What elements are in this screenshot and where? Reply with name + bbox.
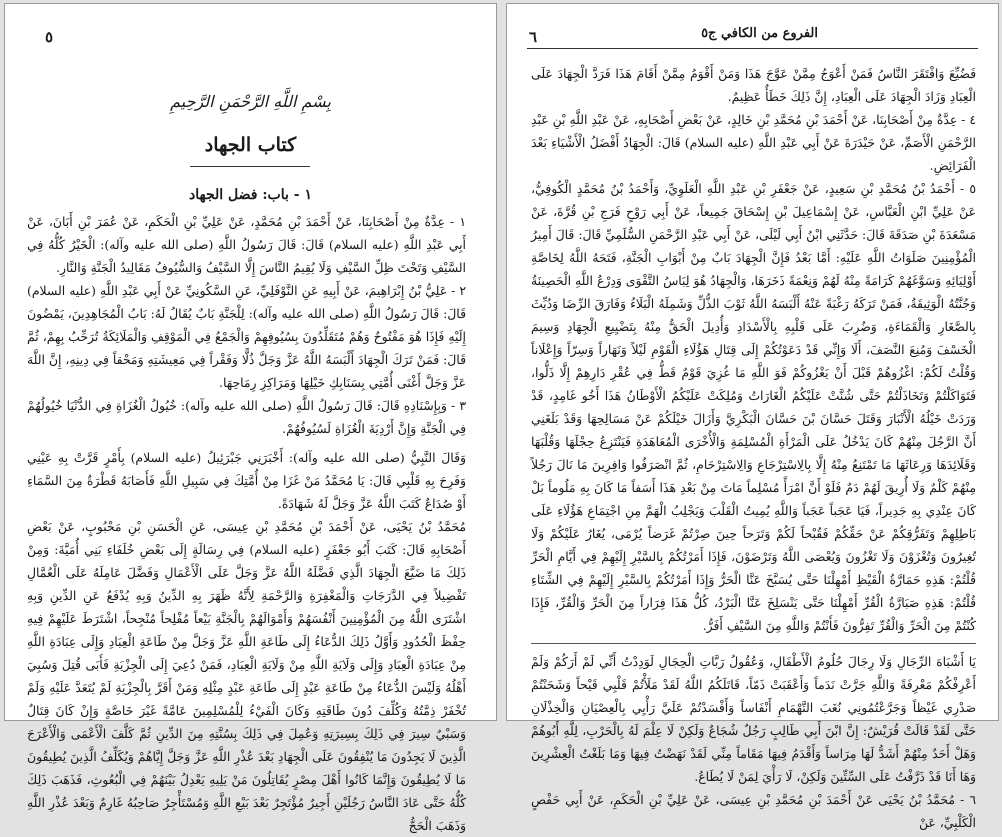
paragraph: ٢ - عَلِيُّ بْنُ إِبْرَاهِيمَ، عَنْ أَبِيهِ عَنِ النَّوْفَلِيِّ، عَنِ السَّكُونِيِّ عَنْ أَبِي عَبْدِ اللَّهِ (عليه السلام) قَالَ: قَالَ رَسُولُ اللَّهِ (صلى الله عليه وآله): لِلْجَنَّةِ بَابٌ يُقَالُ لَهُ: بَابُ الْمُجَاهِدِينَ، يَمْضُونَ إِلَيْهِ فَإِذَا هُوَ مَفْتُوحٌ وَهُمْ مُتَقَلِّدُونَ بِسُيُوفِهِمْ وَالْجَمْعُ فِي الْمَوْقِفِ وَالْمَلَائِكَةُ تُرَحِّبُ بِهِمْ، ثُمَّ قَالَ: فَمَنْ تَرَكَ الْجِهَادَ أَلْبَسَهُ اللَّهُ عَزَّ وَجَلَّ ذُلًّا وَفَقْراً فِي مَعِيشَتِهِ وَمَحْقاً فِي دِينِهِ، إِنَّ اللَّهَ عَزَّ وَجَلَّ أَغْنَى أُمَّتِي بِسَنَابِكِ خَيْلِهَا وَمَرَاكِزِ رِمَاحِهَا.: [27, 283, 466, 390]
basmala: بِسْمِ اللَّهِ الرَّحْمَنِ الرَّحِيمِ: [170, 92, 331, 111]
paragraph: وَقَالَ النَّبِيُّ (صلى الله عليه وآله): أَخْبَرَنِي جَبْرَئِيلُ (عليه السلام) بِأَمْرٍ قَرَّتْ بِهِ عَيْنِي وَفَرِحَ بِهِ قَلْبِي قَالَ: يَا مُحَمَّدُ مَنْ غَزَا مِنْ أُمَّتِكَ فِي سَبِيلِ اللَّهِ فَأَصَابَهُ قَطْرَةٌ مِنَ السَّمَاءِ أَوْ صُدَاعٌ كَتَبَ اللَّهُ عَزَّ وَجَلَّ لَهُ شَهَادَةً.: [27, 450, 466, 511]
running-header: الفروع من الكافي ج٥: [701, 26, 818, 41]
page-number: ٥: [45, 28, 54, 46]
body-text: [27, 210, 466, 837]
header-divider: [527, 48, 978, 49]
paragraph: ٦ - مُحَمَّدُ بْنُ يَحْيَى عَنْ أَحْمَدَ بْنِ مُحَمَّدِ بْنِ عِيسَى، عَنْ عَلِيِّ بْنِ الْحَكَمِ، عَنْ أَبِي حَفْصٍ الْكَلْبِيِّ، عَنْ: [531, 792, 976, 830]
section-divider: [531, 643, 976, 644]
paragraph: فَضُيِّعَ وَافْتَقَرَ النَّاسُ فَمَنْ أَعْوَجُ مِمَّنْ عَوَّجَ هَذَا وَمَنْ أَقْوَمُ مِمَّنْ أَقَامَ هَذَا فَرَدَّ الْجِهَادَ عَلَى الْعِبَادِ وَزَادَ الْجِهَادَ عَلَى الْعِبَادِ، إِنَّ ذَلِكَ خَطَأٌ عَظِيمٌ.: [531, 66, 976, 104]
paragraph: ٣ - وَبِإِسْنَادِهِ قَالَ: قَالَ رَسُولُ اللَّهِ (صلى الله عليه وآله): خُيُولُ الْغُزَاةِ فِي الدُّنْيَا خُيُولُهُمْ فِي الْجَنَّةِ وَإِنَّ أَرْدِيَةَ الْغُزَاةِ لَسُيُوفُهُمْ.: [27, 398, 466, 436]
book-title: كتاب الجهاد: [204, 134, 297, 156]
body-text: [531, 62, 976, 834]
page-number: ٦: [529, 28, 538, 46]
right-page: [506, 3, 999, 830]
paragraph: ٥ - أَحْمَدُ بْنُ مُحَمَّدِ بْنِ سَعِيدٍ، عَنْ جَعْفَرِ بْنِ عَبْدِ اللَّهِ الْعَلَوِيِّ، وَأَحْمَدُ بْنُ مُحَمَّدٍ الْكُوفِيُّ، عَنْ عَلِيِّ ابْنِ الْعَبَّاسِ، عَنْ إِسْمَاعِيلَ بْنِ إِسْحَاقَ جَمِيعاً، عَنْ أَبِي رَوْحٍ فَرَجِ بْنِ قُرَّةَ، عَنْ مَسْعَدَةَ بْنِ صَدَقَةَ قَالَ: حَدَّثَنِي ابْنُ أَبِي لَيْلَى، عَنْ أَبِي عَبْدِ الرَّحْمَنِ السُّلَمِيِّ قَالَ: قَالَ أَمِيرُ الْمُؤْمِنِينَ صَلَوَاتُ اللَّهِ عَلَيْهِ: أَمَّا بَعْدُ فَإِنَّ الْجِهَادَ بَابٌ مِنْ أَبْوَابِ الْجَنَّةِ، فَتَحَهُ اللَّهُ لِخَاصَّةِ أَوْلِيَائِهِ وَسَوَّغَهُمْ كَرَامَةً مِنْهُ لَهُمْ وَنِعْمَةً ذَخَرَهَا، وَالْجِهَادُ هُوَ لِبَاسُ التَّقْوَى وَدِرْعُ اللَّهِ الْحَصِينَةُ وَجُنَّتُهُ الْوَثِيقَةُ، فَمَنْ تَرَكَهُ رَغْبَةً عَنْهُ أَلْبَسَهُ اللَّهُ ثَوْبَ الذُّلِّ وَشَمِلَهُ الْبَلَاءُ وَفَارَقَ الرِّضَا وَدُيِّثَ بِالصَّغَارِ وَالْقَمَاءَةِ، وَضُرِبَ عَلَى قَلْبِهِ بِالْأَسْدَادِ وَأُدِيلَ الْحَقُّ مِنْهُ بِتَضْيِيعِ الْجِهَادِ وَسِيمَ الْخَسْفَ وَمُنِعَ النَّصَفَ، أَلَا وَإِنِّي قَدْ دَعَوْتُكُمْ إِلَى قِتَالِ هَؤُلَاءِ الْقَوْمِ لَيْلاً وَنَهَاراً وَسِرّاً وَإِعْلَاناً وَقُلْتُ لَكُمْ: اغْزُوهُمْ قَبْلَ أَنْ يَغْزُوكُمْ فَوَ اللَّهِ مَا غُزِيَ قَوْمٌ قَطُّ فِي عُقْرِ دَارِهِمْ إِلَّا ذَلُّوا، فَتَوَاكَلْتُمْ وَتَخَاذَلْتُمْ حَتَّى شُنَّتْ عَلَيْكُمُ الْغَارَاتُ وَمُلِكَتْ عَلَيْكُمُ الْأَوْطَانُ هَذَا أَخُو غَامِدٍ، قَدْ وَرَدَتْ خَيْلُهُ الْأَنْبَارَ وَقَتَلَ حَسَّانَ بْنَ حَسَّانَ الْبَكْرِيَّ وَأَزَالَ خَيْلَكُمْ عَنْ مَسَالِحِهَا وَقَدْ بَلَغَنِي أَنَّ الرَّجُلَ مِنْهُمْ كَانَ يَدْخُلُ عَلَى الْمَرْأَةِ الْمُسْلِمَةِ وَالْأُخْرَى الْمُعَاهَدَةِ فَيَنْتَزِعُ حِجْلَهَا وَقُلْبَهَا وَقَلَائِدَهَا وَرِعَاثَهَا مَا تَمْتَنِعُ مِنْهُ إِلَّا بِالِاسْتِرْجَاعِ وَالِاسْتِرْحَامِ، ثُمَّ انْصَرَفُوا وَافِرِينَ مَا نَالَ رَجُلاً مِنْهُمْ كَلْمٌ وَلَا أُرِيقَ لَهُمْ دَمٌ فَلَوْ أَنَّ امْرَأً مُسْلِماً مَاتَ مِنْ بَعْدِ هَذَا أَسَفاً مَا كَانَ بِهِ مَلُوماً بَلْ كَانَ عِنْدِي بِهِ جَدِيراً، فَيَا عَجَباً عَجَباً وَاللَّهِ يُمِيتُ الْقَلْبَ وَيَجْلِبُ الْهَمَّ مِنِ اجْتِمَاعِ هَؤُلَاءِ عَلَى بَاطِلِهِمْ وَتَفَرُّقِكُمْ عَنْ حَقِّكُمْ فَقُبْحاً لَكُمْ وَتَرَحاً حِينَ صِرْتُمْ غَرَضاً يُرْمَى، يُغَارُ عَلَيْكُمْ وَلَا تُغِيرُونَ وَتُغْزَوْنَ وَلَا تَغْزُونَ وَيُعْصَى اللَّهُ وَتَرْضَوْنَ، فَإِذَا أَمَرْتُكُمْ بِالسَّيْرِ إِلَيْهِمْ فِي أَيَّامِ الْحَرِّ قُلْتُمْ: هَذِهِ حَمَارَّةُ الْقَيْظِ أَمْهِلْنَا حَتَّى يُسَبَّخَ عَنَّا الْحَرُّ وَإِذَا أَمَرْتُكُمْ بِالسَّيْرِ إِلَيْهِمْ فِي الشِّتَاءِ قُلْتُمْ: هَذِهِ صَبَارَّةُ الْقُرِّ أَمْهِلْنَا حَتَّى يَنْسَلِخَ عَنَّا الْبَرْدُ، كُلُّ هَذَا فِرَاراً مِنَ الْحَرِّ وَالْقُرِّ، فَإِذَا كُنْتُمْ مِنَ الْحَرِّ وَالْقُرِّ تَفِرُّونَ فَأَنْتُمْ وَاللَّهِ مِنَ السَّيْفِ أَفَرُّ.: [531, 181, 976, 633]
paragraph: ٤ - عِدَّةٌ مِنْ أَصْحَابِنَا، عَنْ أَحْمَدَ بْنِ مُحَمَّدِ بْنِ خَالِدٍ، عَنْ بَعْضِ أَصْحَابِهِ، عَنْ عَبْدِ اللَّهِ بْنِ عَبْدِ الرَّحْمَنِ الْأَصَمِّ، عَنْ حَيْدَرَةَ عَنْ أَبِي عَبْدِ اللَّهِ (عليه السلام) قَالَ: الْجِهَادُ أَفْضَلُ الْأَشْيَاءِ بَعْدَ الْفَرَائِضِ.: [531, 112, 976, 173]
left-page: [4, 3, 497, 833]
paragraph: ١ - عِدَّةٌ مِنْ أَصْحَابِنَا، عَنْ أَحْمَدَ بْنِ مُحَمَّدٍ، عَنْ عَلِيِّ بْنِ الْحَكَمِ، عَنْ عُمَرَ بْنِ أَبَانَ، عَنْ أَبِي عَبْدِ اللَّهِ (عليه السلام) قَالَ: قَالَ رَسُولُ اللَّهِ (صلى الله عليه وآله): الْخَيْرُ كُلُّهُ فِي السَّيْفِ وَتَحْتَ ظِلِّ السَّيْفِ وَلَا يُقِيمُ النَّاسَ إِلَّا السَّيْفُ وَالسُّيُوفُ مَقَالِيدُ الْجَنَّةِ وَالنَّارِ.: [27, 214, 466, 275]
chapter-heading: ١ - باب: فضل الجهاد: [189, 187, 312, 203]
paragraph: مُحَمَّدُ بْنُ يَحْيَى، عَنْ أَحْمَدَ بْنِ مُحَمَّدِ بْنِ عِيسَى، عَنِ الْحَسَنِ بْنِ مَحْبُوبٍ، عَنْ بَعْضِ أَصْحَابِهِ قَالَ: كَتَبَ أَبُو جَعْفَرٍ (عليه السلام) فِي رِسَالَةٍ إِلَى بَعْضِ خُلَفَاءِ بَنِي أُمَيَّةَ: وَمِنْ ذَلِكَ مَا ضَيَّعَ الْجِهَادَ الَّذِي فَضَّلَهُ اللَّهُ عَزَّ وَجَلَّ عَلَى الْأَعْمَالِ وَفَضَّلَ عَامِلَهُ عَلَى الْعُمَّالِ تَفْضِيلاً فِي الدَّرَجَاتِ وَالْمَغْفِرَةِ وَالرَّحْمَةِ لِأَنَّهُ ظَهَرَ بِهِ الدِّينُ وَبِهِ يُدْفَعُ عَنِ الدِّينِ وَبِهِ اشْتَرَى اللَّهُ مِنَ الْمُؤْمِنِينَ أَنْفُسَهُمْ وَأَمْوَالَهُمْ بِالْجَنَّةِ بَيْعاً مُفْلِحاً مُنْجِحاً، اشْتَرَطَ عَلَيْهِمْ فِيهِ حِفْظَ الْحُدُودِ وَأَوَّلُ ذَلِكَ الدُّعَاءُ إِلَى طَاعَةِ اللَّهِ عَزَّ وَجَلَّ مِنْ طَاعَةِ الْعِبَادِ وَإِلَى عِبَادَةِ اللَّهِ مِنْ عِبَادَةِ الْعِبَادِ وَإِلَى وَلَايَةِ اللَّهِ مِنْ وَلَايَةِ الْعِبَادِ، فَمَنْ دُعِيَ إِلَى الْجِزْيَةِ فَأَبَى قُتِلَ وَسُبِيَ أَهْلُهُ وَلَيْسَ الدُّعَاءُ مِنْ طَاعَةِ عَبْدٍ إِلَى طَاعَةِ عَبْدٍ مِثْلِهِ وَمَنْ أَقَرَّ بِالْجِزْيَةِ لَمْ يُتَعَدَّ عَلَيْهِ وَلَمْ تُخْفَرْ ذِمَّتُهُ وَكُلِّفَ دُونَ طَاقَتِهِ وَكَانَ الْفَيْءُ لِلْمُسْلِمِينَ عَامَّةً غَيْرَ خَاصَّةٍ وَإِنْ كَانَ قِتَالٌ وَسَبْيٌ سِيرَ فِي ذَلِكَ بِسِيرَتِهِ وَعُمِلَ فِي ذَلِكَ بِسُنَّتِهِ مِنَ الدِّينِ ثُمَّ كَلَّفَ الْأَعْمَى وَالْأَعْرَجَ الَّذِينَ لَا يَجِدُونَ مَا يُنْفِقُونَ عَلَى الْجِهَادِ بَعْدَ عُذْرِ اللَّهِ عَزَّ وَجَلَّ إِيَّاهُمْ وَيُكَلِّفُ الَّذِينَ يُطِيقُونَ مَا لَا يُطِيقُونَ وَإِنَّمَا كَانُوا أَهْلَ مِصْرٍ يُقَاتِلُونَ مَنْ يَلِيهِ يَعْدِلُ بَيْنَهُمْ فِي الْبُعُوثِ، فَذَهَبَ ذَلِكَ كُلُّهُ حَتَّى عَادَ النَّاسُ رَجُلَيْنِ أَجِيرٌ مُؤْتَجِرٌ بَعْدَ بَيْعِ اللَّهِ وَمُسْتَأْجِرٌ صَاحِبُهُ غَارِمٌ وَبَعْدَ عُذْرِ اللَّهِ وَذَهَبَ الْحَجُّ: [27, 519, 466, 833]
paragraph: يَا أَشْبَاهَ الرِّجَالِ وَلَا رِجَالَ حُلُومُ الْأَطْفَالِ، وَعُقُولُ رَبَّاتِ الْحِجَالِ لَوَدِدْتُ أَنِّي لَمْ أَرَكُمْ وَلَمْ أَعْرِفْكُمْ مَعْرِفَةً وَاللَّهِ جَرَّتْ نَدَماً وَأَعْقَبَتْ ذَمّاً، قَاتَلَكُمُ اللَّهُ لَقَدْ مَلَأْتُمْ قَلْبِي قَيْحاً وَشَحَنْتُمْ صَدْرِي غَيْظاً وَجَرَّعْتُمُونِي نُغَبَ التَّهْمَامِ أَنْفَاساً وَأَفْسَدْتُمْ عَلَيَّ رَأْيِي بِالْعِصْيَانِ وَالْخِذْلَانِ حَتَّى لَقَدْ قَالَتْ قُرَيْشٌ: إِنَّ ابْنَ أَبِي طَالِبٍ رَجُلٌ شُجَاعٌ وَلَكِنْ لَا عِلْمَ لَهُ بِالْحَرْبِ، لِلَّهِ أَبُوهُمْ وَهَلْ أَحَدٌ مِنْهُمْ أَشَدُّ لَهَا مِرَاساً وَأَقْدَمُ فِيهَا مَقَاماً مِنِّي لَقَدْ نَهَضْتُ فِيهَا وَمَا بَلَغْتُ الْعِشْرِينَ وَهَا أَنَا قَدْ ذَرَّفْتُ عَلَى السِّتِّينَ وَلَكِنْ، لَا رَأْيَ لِمَنْ لَا يُطَاعُ.: [531, 654, 976, 784]
title-divider: [190, 166, 310, 167]
